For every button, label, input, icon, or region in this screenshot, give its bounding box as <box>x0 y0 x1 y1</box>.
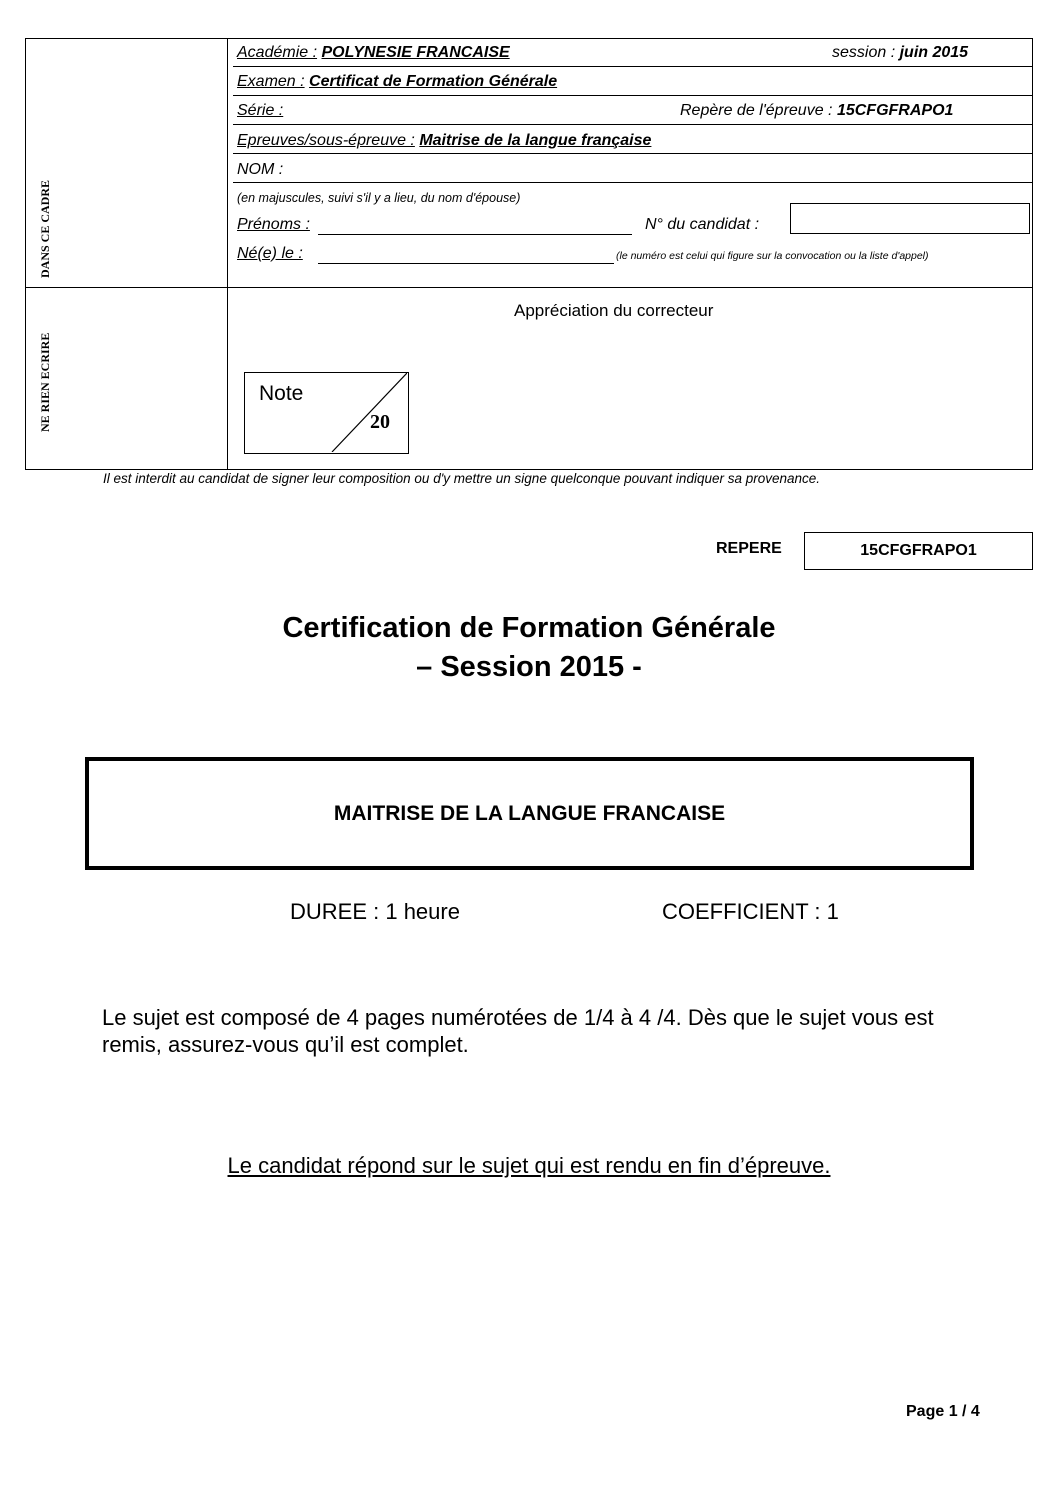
candidat-label: N° du candidat : <box>645 216 760 233</box>
repere-box-label: REPERE <box>716 540 782 557</box>
examen-value: Certificat de Formation Générale <box>309 73 558 90</box>
prenoms-line <box>318 234 632 235</box>
academie-label: Académie : <box>237 44 318 61</box>
page-number: Page 1 / 4 <box>906 1403 980 1420</box>
epreuves-value: Maitrise de la langue française <box>419 132 652 149</box>
subject-box <box>85 757 974 870</box>
repere-value: 15CFGFRAPO1 <box>836 102 954 119</box>
instruction-text: Le candidat répond sur le sujet qui est rendu en fin d’épreuve. <box>227 1153 831 1178</box>
ne-label: Né(e) le : <box>237 245 303 262</box>
title-line1: Certification de Formation Générale <box>282 612 776 644</box>
side-label-bottom: NE RIEN ECRIRE <box>38 332 52 432</box>
examen-row <box>237 73 557 91</box>
academie-row <box>237 44 510 62</box>
duree-text: DUREE : 1 heure <box>290 899 460 924</box>
session-label: session : <box>832 44 896 61</box>
row-line <box>233 95 1033 96</box>
intro-paragraph: Le sujet est composé de 4 pages numérotées de 1/4 à 4 /4. Dès que le sujet vous est remis, assurez-vous qu’il est complet. <box>102 1005 934 1057</box>
session-row <box>832 44 968 62</box>
ne-line <box>318 263 614 264</box>
academie-value: POLYNESIE FRANCAISE <box>321 44 510 61</box>
serie-label: Série : <box>237 102 284 119</box>
title-line2: – Session 2015 - <box>416 651 642 683</box>
row-line <box>233 124 1033 125</box>
examen-label: Examen : <box>237 73 305 90</box>
nom-hint: (en majuscules, suivi s'il y a lieu, du nom d'épouse) <box>237 191 521 205</box>
header-divider-vertical <box>227 38 228 470</box>
session-value: juin 2015 <box>899 44 969 61</box>
ne-hint: (le numéro est celui qui figure sur la convocation ou la liste d'appel) <box>616 250 929 262</box>
candidat-number-box[interactable] <box>790 203 1030 234</box>
repere-box-value: 15CFGFRAPO1 <box>860 542 977 559</box>
warning-text: Il est interdit au candidat de signer leur composition ou d'y mettre un signe quelconque pouvant indiquer sa provenance. <box>103 471 821 486</box>
repere-row <box>680 102 953 120</box>
note-label: Note <box>259 382 304 405</box>
row-line <box>233 66 1033 67</box>
prenoms-label: Prénoms : <box>237 216 310 233</box>
epreuves-row <box>237 132 651 150</box>
repere-label: Repère de l'épreuve : <box>680 102 833 119</box>
side-label-top: DANS CE CADRE <box>38 179 52 278</box>
repere-box <box>804 532 1033 570</box>
coefficient-text: COEFFICIENT : 1 <box>662 899 839 924</box>
note-box[interactable] <box>244 372 409 454</box>
note-total: 20 <box>370 411 390 433</box>
header-divider-horizontal <box>25 287 1033 288</box>
row-line <box>233 182 1033 183</box>
epreuves-label: Epreuves/sous-épreuve : <box>237 132 415 149</box>
row-line <box>233 153 1033 154</box>
subject-title: MAITRISE DE LA LANGUE FRANCAISE <box>333 801 726 825</box>
appreciation-label: Appréciation du correcteur <box>514 301 714 320</box>
nom-label: NOM : <box>237 161 284 178</box>
